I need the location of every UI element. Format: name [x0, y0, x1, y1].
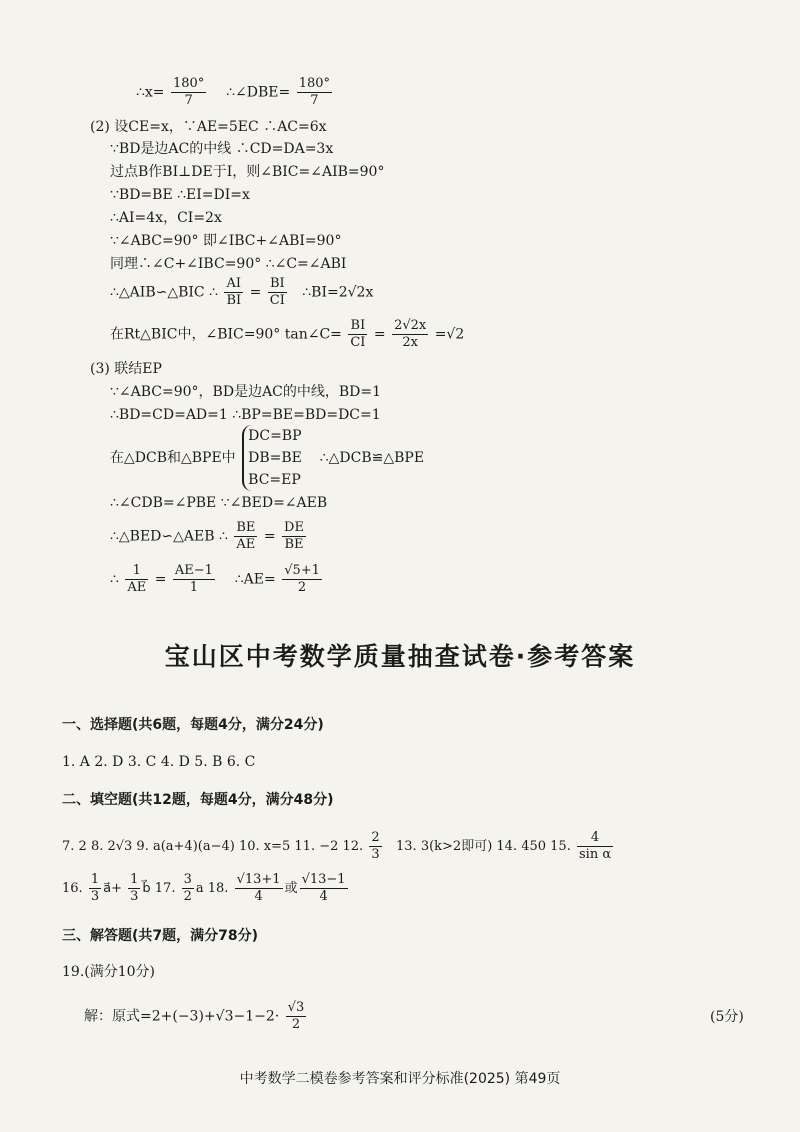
denominator: 3	[371, 847, 380, 862]
numerator: AE−1	[174, 563, 213, 578]
fraction	[182, 872, 194, 905]
equals: =	[154, 571, 167, 588]
text: =√2	[434, 326, 465, 343]
denominator: 2	[183, 889, 192, 904]
text: ∴	[110, 571, 119, 588]
denominator: 4	[319, 889, 328, 904]
numerator: 4	[577, 830, 613, 847]
solution-line	[136, 76, 334, 109]
denominator: 7	[184, 93, 193, 108]
solution-line	[110, 318, 464, 351]
text: ∴x=	[136, 84, 165, 101]
text: ∴△AIB∽△BIC ∴	[110, 284, 218, 301]
text: 13. 3(k>2即可) 14. 450 15.	[396, 839, 571, 854]
solution-line	[110, 276, 373, 309]
fraction	[89, 872, 101, 905]
solution-line: 过点B作BI⊥DE于I，则∠BIC=∠AIB=90°	[110, 164, 385, 180]
solution-line	[110, 563, 324, 596]
denominator: CI	[269, 293, 285, 308]
numerator: 3	[183, 872, 192, 887]
text: ∴BI=2√2x	[302, 284, 374, 301]
solution-line: ∵∠ABC=90°，BD是边AC的中线，BD=1	[110, 384, 382, 400]
text: 16.	[62, 881, 83, 896]
fraction	[282, 563, 322, 596]
solution-line: ∵BD是边AC的中线 ∴CD=DA=3x	[110, 141, 334, 157]
text: a⃗+	[103, 881, 122, 896]
numerator: √5+1	[284, 563, 320, 578]
denominator: 2x	[402, 335, 418, 350]
denominator: BI	[226, 293, 242, 308]
solution-line: ∴AI=4x，CI=2x	[110, 210, 222, 226]
denominator: 3	[130, 889, 139, 904]
denominator: sin α	[578, 847, 612, 862]
solution-line: ∵BD=BE ∴EI=DI=x	[110, 187, 250, 203]
numerator: √13+1	[236, 872, 281, 887]
numerator: BI	[348, 318, 367, 335]
numerator: 180°	[173, 76, 205, 91]
page-title: 宝山区中考数学质量抽查试卷·参考答案	[164, 642, 636, 671]
fraction	[300, 872, 348, 905]
denominator: 7	[310, 93, 319, 108]
denominator: 3	[90, 889, 100, 904]
text: b⃗ 17.	[142, 881, 176, 896]
equation-system	[242, 425, 302, 491]
numerator: AI	[224, 276, 243, 293]
fraction	[282, 520, 306, 553]
fraction	[369, 830, 381, 863]
answer-line	[62, 872, 350, 905]
section-heading: 一、选择题(共6题，每题4分，满分24分)	[62, 717, 324, 733]
denominator: 1	[189, 580, 199, 595]
question-heading: 19.(满分10分)	[62, 964, 156, 980]
solution-line	[110, 520, 308, 553]
fraction	[125, 563, 148, 596]
fraction	[234, 520, 257, 553]
equals: =	[373, 326, 386, 343]
numerator: BI	[268, 276, 287, 293]
fraction	[173, 563, 215, 596]
numerator: 2√2x	[394, 318, 427, 333]
text: 在Rt△BIC中，∠BIC=90° tan∠C=	[110, 326, 342, 343]
page-footer: 中考数学二模卷参考答案和评分标准(2025) 第49页	[239, 1071, 561, 1087]
denominator: AE	[236, 537, 256, 552]
text: 或	[284, 881, 298, 896]
solution-line: ∵∠ABC=90° 即∠IBC+∠ABI=90°	[110, 233, 342, 249]
numerator: 180°	[298, 76, 331, 91]
equation: DB=BE	[248, 450, 302, 466]
solution-line	[84, 1000, 308, 1033]
fraction	[268, 276, 287, 309]
answer-line: 1. A 2. D 3. C 4. D 5. B 6. C	[62, 754, 256, 770]
numerator: 2	[371, 830, 380, 845]
answer-line	[62, 830, 615, 863]
numerator: 1	[130, 872, 139, 887]
fraction	[297, 76, 332, 109]
fraction	[286, 1000, 307, 1033]
solution-line: (3) 联结EP	[90, 361, 162, 377]
text: ∴△DCB≌△BPE	[319, 450, 425, 466]
denominator: BE	[284, 537, 304, 552]
fraction	[171, 76, 206, 109]
solution-line: 同理∴∠C+∠IBC=90° ∴∠C=∠ABI	[110, 256, 347, 272]
text: 7. 2 8. 2√3 9. a(a+4)(a−4) 10. x=5 11. −2 12.	[62, 839, 364, 854]
text: 解：原式=2+(−3)+√3−1−2·	[84, 1008, 280, 1025]
fraction	[577, 830, 613, 863]
text: 在△DCB和△BPE中	[110, 450, 236, 466]
text: ∴△BED∽△AEB ∴	[110, 528, 228, 545]
fraction	[348, 318, 367, 351]
numerator: BE	[236, 520, 256, 535]
equation: DC=BP	[248, 428, 302, 444]
equals: =	[263, 528, 276, 545]
fraction	[235, 872, 283, 905]
text: ∴∠DBE=	[226, 84, 291, 101]
solution-line	[110, 425, 424, 491]
fraction	[128, 872, 140, 905]
solution-line: (2) 设CE=x，∵AE=5EC ∴AC=6x	[90, 119, 327, 135]
fraction	[392, 318, 428, 351]
denominator: 2	[291, 1017, 301, 1032]
numerator: DE	[284, 520, 304, 535]
equation: BC=EP	[248, 472, 301, 488]
denominator: 2	[297, 580, 307, 595]
equals: =	[249, 284, 262, 301]
solution-line: ∴∠CDB=∠PBE ∵∠BED=∠AEB	[110, 495, 328, 511]
solution-line: ∴BD=CD=AD=1 ∴BP=BE=BD=DC=1	[110, 407, 381, 423]
denominator: CI	[350, 335, 366, 350]
text: ∴AE=	[234, 571, 276, 588]
numerator: √13−1	[301, 872, 346, 887]
numerator: √3	[287, 1000, 305, 1015]
fraction	[224, 276, 243, 309]
section-heading: 二、填空题(共12题，每题4分，满分48分)	[62, 792, 334, 808]
score-label: (5分)	[710, 1009, 744, 1025]
numerator: 1	[90, 872, 100, 887]
denominator: 4	[254, 889, 263, 904]
text: a 18.	[195, 881, 229, 896]
section-heading: 三、解答题(共7题，满分78分)	[62, 928, 259, 944]
denominator: AE	[127, 580, 147, 595]
numerator: 1	[125, 563, 148, 580]
